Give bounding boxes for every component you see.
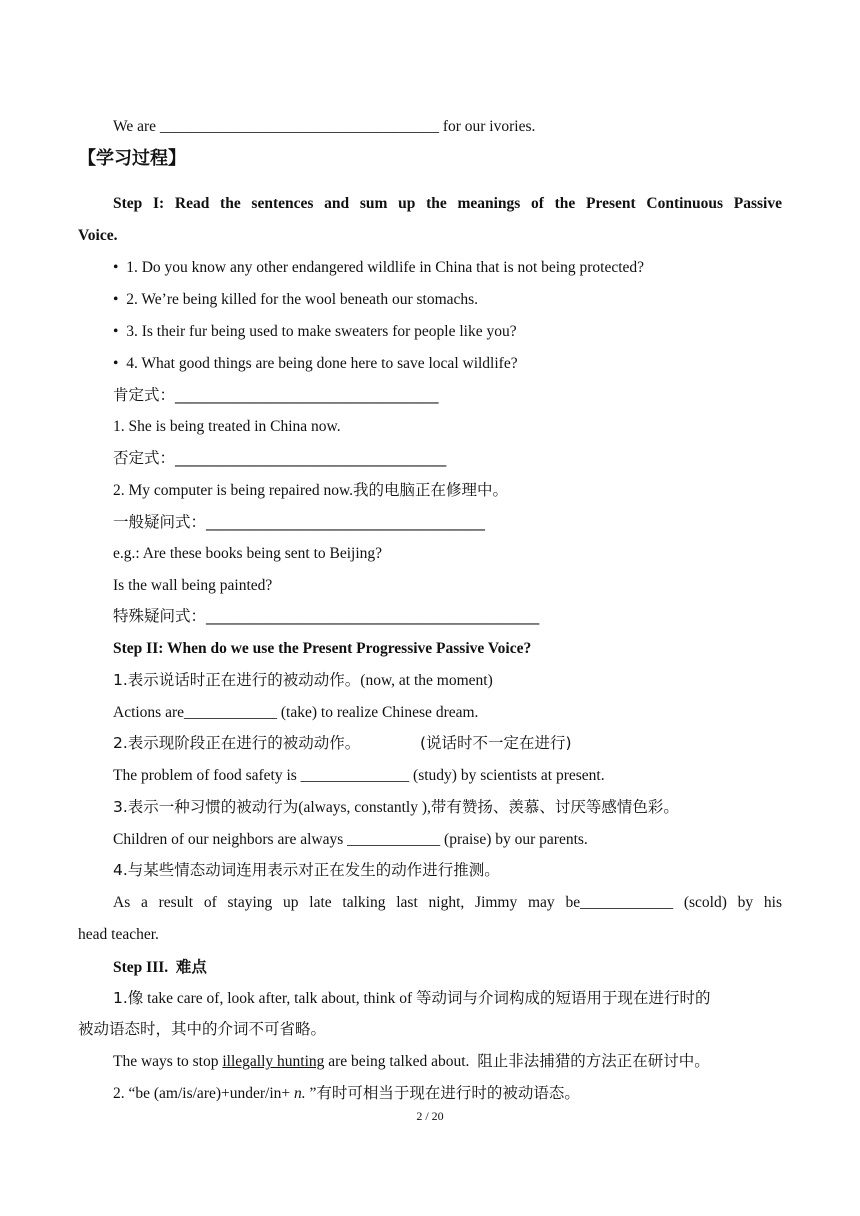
affirmative-label: 肯定式：__________________________________	[113, 386, 439, 404]
bullet-icon: •	[113, 355, 119, 372]
step3-title	[113, 956, 207, 979]
difficulty-example	[113, 1050, 710, 1073]
general-question-example: Is the wall being painted?	[113, 577, 273, 594]
list-item	[113, 353, 518, 375]
list-item-text: 1. Do you know any other endangered wildlife in China that is not being protected?	[126, 259, 645, 276]
usage-item-1	[113, 669, 493, 692]
special-question-label: 特殊疑问式：___________________________________________	[113, 607, 540, 625]
usage-item-4-example: As a result of staying up late talking last night, Jimmy may be____________ (scold) by his	[113, 894, 782, 911]
general-question-example: e.g.: Are these books being sent to Beijing?	[113, 545, 383, 562]
difficulty-point-2-zh: 有时可相当于现在进行时的被动语态。	[316, 1084, 580, 1102]
affirmative-form	[113, 384, 439, 407]
usage-item-3-en: (always, constantly ),	[298, 799, 431, 816]
difficulty-example-post: are being talked about.	[324, 1053, 470, 1070]
list-item-text: 3. Is their fur being used to make sweaters for people like you?	[126, 323, 517, 340]
difficulty-example-zh: 阻止非法捕猎的方法正在研讨中。	[477, 1052, 710, 1070]
difficulty-point-1-c: 等动词与介词构成的短语用于现在进行时的	[415, 989, 711, 1007]
usage-item-1-example: Actions are____________ (take) to realize Chinese dream.	[113, 704, 479, 721]
difficulty-example-underlined: illegally hunting	[222, 1053, 325, 1070]
step3-title-en: Step III.	[113, 959, 169, 976]
usage-item-3-example: Children of our neighbors are always ____________ (praise) by our parents.	[113, 831, 588, 848]
list-item	[113, 289, 478, 311]
general-question-form	[113, 511, 485, 534]
intro-line: We are ____________________________________ for our ivories.	[113, 118, 536, 135]
step1-title-continued: Voice.	[78, 227, 118, 244]
negative-example	[113, 479, 508, 502]
difficulty-point-1-b: take care of, look after, talk about, think of	[147, 990, 413, 1007]
usage-item-4	[113, 859, 500, 882]
step2-title: Step II: When do we use the Present Progressive Passive Voice?	[113, 640, 532, 657]
list-item-text: 4. What good things are being done here to save local wildlife?	[126, 355, 518, 372]
usage-item-4-zh: 4.与某些情态动词连用表示对正在发生的动作进行推测。	[113, 861, 500, 879]
usage-item-2-example: The problem of food safety is ______________ (study) by scientists at present.	[113, 767, 605, 784]
difficulty-point-2-b: ”	[305, 1085, 317, 1102]
list-item	[113, 257, 644, 279]
difficulty-point-2	[113, 1082, 580, 1105]
usage-item-1-zh: 1.表示说话时正在进行的被动动作。	[113, 671, 361, 689]
step1-title: Step I: Read the sentences and sum up the meanings of the Present Continuous Passive	[113, 195, 782, 212]
section-heading: 【学习过程】	[78, 148, 186, 169]
difficulty-point-1-a: 1.像	[113, 989, 144, 1007]
negative-label: 否定式：___________________________________	[113, 449, 447, 467]
usage-item-3-zh: 3.表示一种习惯的被动行为	[113, 798, 299, 816]
bullet-icon: •	[113, 291, 119, 308]
usage-item-3	[113, 796, 679, 819]
usage-item-2	[113, 732, 360, 755]
negative-example-en: 2. My computer is being repaired now.	[113, 482, 354, 499]
usage-item-2-zh: 2.表示现阶段正在进行的被动动作。	[113, 734, 361, 752]
difficulty-point-1-continued: 被动语态时，其中的介词不可省略。	[78, 1020, 327, 1038]
difficulty-point-1	[113, 987, 711, 1010]
usage-item-1-en: (now, at the moment)	[360, 672, 493, 689]
page-number: 2 / 20	[416, 1109, 444, 1123]
bullet-icon: •	[113, 259, 119, 276]
general-question-label: 一般疑问式：____________________________________	[113, 513, 486, 531]
list-item-text: 2. We’re being killed for the wool beneath our stomachs.	[126, 291, 479, 308]
usage-item-3-zh2: 带有赞扬、羡慕、讨厌等感情色彩。	[430, 798, 679, 816]
difficulty-point-2-a: 2. “be (am/is/are)+under/in+	[113, 1085, 295, 1102]
affirmative-example: 1. She is being treated in China now.	[113, 418, 341, 435]
usage-item-2-note: (说话时不一定在进行)	[420, 734, 572, 752]
bullet-icon: •	[113, 323, 119, 340]
difficulty-example-pre: The ways to stop	[113, 1053, 223, 1070]
list-item	[113, 321, 517, 343]
negative-form	[113, 447, 446, 470]
negative-example-zh: 我的电脑正在修理中。	[353, 481, 509, 499]
step3-title-zh: 难点	[175, 958, 207, 976]
usage-item-4-example-continued: head teacher.	[78, 926, 159, 943]
difficulty-point-2-n: n.	[294, 1085, 306, 1102]
special-question-form	[113, 605, 539, 628]
